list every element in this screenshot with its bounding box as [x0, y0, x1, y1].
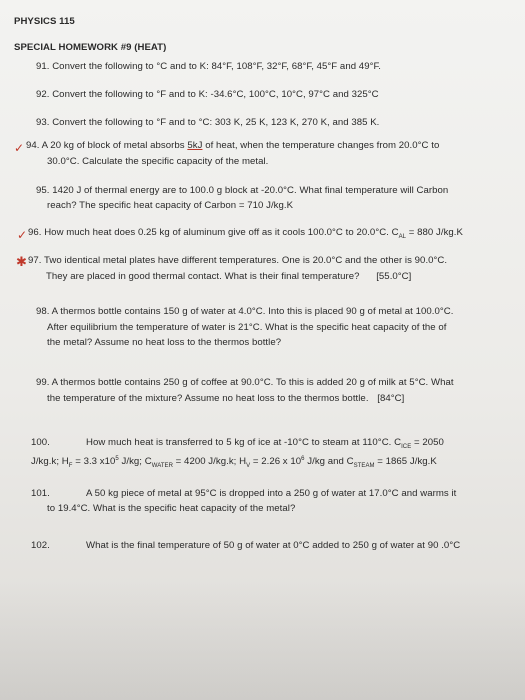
problem-97-text: They are placed in good thermal contact. What is their final temperature? — [46, 271, 360, 282]
problem-95-line1: 95. 1420 J of thermal energy are to 100.0 g block at -20.0°C. What final temperature will Carbon — [36, 185, 449, 196]
problem-100-ice-value: = 2050 — [411, 437, 444, 448]
problem-97-answer: [55.0°C] — [376, 271, 412, 282]
problem-100-sub-ice: ICE — [401, 443, 412, 450]
problem-101-line2: to 19.4°C. What is the specific heat capacity of the metal? — [47, 503, 296, 514]
problem-102-number: 102. — [31, 540, 50, 551]
p100-part-g: = 1865 J/kg.K — [374, 456, 437, 468]
problem-96-text: 96. How much heat does 0.25 kg of aluminum give off as it cools 100.0°C to 20.0°C. C — [28, 227, 399, 238]
problem-99-line2 — [47, 393, 404, 405]
problem-93: 93. Convert the following to °F and to °C: 303 K, 25 K, 123 K, 270 K, and 385 K. — [36, 117, 380, 128]
homework-title: SPECIAL HOMEWORK #9 (HEAT) — [14, 42, 167, 53]
p100-part-a: J/kg.k; H — [31, 456, 69, 468]
checkmark-icon: ✓ — [17, 228, 28, 242]
problem-91: 91. Convert the following to °C and to K: 84°F, 108°F, 32°F, 68°F, 45°F and 49°F. — [36, 61, 382, 72]
problem-96-end: = 880 J/kg.K — [406, 227, 463, 238]
problem-96 — [28, 227, 463, 243]
course-label: PHYSICS 115 — [14, 16, 75, 27]
star-mark-icon: ✱ — [16, 255, 27, 270]
p100-sup-5: 5 — [115, 456, 119, 462]
problem-99-line1: 99. A thermos bottle contains 250 g of coffee at 90.0°C. To this is added 20 g of milk at 5°C. What — [36, 377, 454, 388]
problem-99-text: the temperature of the mixture? Assume no heat loss to the thermos bottle. — [47, 393, 369, 404]
p100-part-c: J/kg; C — [118, 456, 152, 468]
problem-99-answer: [84°C] — [377, 393, 405, 404]
problem-92: 92. Convert the following to °F and to K: -34.6°C, 100°C, 10°C, 97°C and 325°C — [36, 89, 379, 100]
checkmark-icon: ✓ — [14, 141, 25, 155]
problem-95-line2: reach? The specific heat capacity of Carbon = 710 J/kg.K — [47, 200, 294, 211]
problem-97-line1: 97. Two identical metal plates have different temperatures. One is 20.0°C and the other is 90.0°C. — [28, 255, 448, 266]
p100-part-d: = 4200 J/kg.k; H — [172, 456, 247, 468]
problem-100-text: How much heat is transferred to 5 kg of ice at -10°C to steam at 110°C. C — [86, 437, 402, 448]
p100-sub-f: F — [68, 463, 73, 470]
p100-part-f: J/kg and C — [304, 456, 354, 468]
problem-101-number: 101. — [31, 488, 50, 499]
problem-97-line2 — [46, 271, 411, 283]
problem-94-text-a: 94. A 20 kg of block of metal absorbs — [26, 140, 185, 151]
problem-98-line1: 98. A thermos bottle contains 150 g of water at 4.0°C. Into this is placed 90 g of metal at 100.0°C. — [36, 306, 454, 317]
problem-98-line3: the metal? Assume no heat loss to the thermos bottle? — [47, 337, 282, 348]
problem-100-line2 — [31, 453, 437, 472]
paper-shadow — [0, 580, 525, 700]
p100-sub-water: WATER — [151, 463, 173, 470]
problem-96-sub: AL — [398, 233, 407, 240]
problem-102-line1: What is the final temperature of 50 g of water at 0°C added to 250 g of water at 90 .0°C — [86, 540, 461, 551]
problem-98-line2: After equilibrium the temperature of water is 21°C. What is the specific heat capacity of the of — [47, 322, 447, 333]
problem-94-line2: 30.0°C. Calculate the specific capacity of the metal. — [47, 156, 269, 167]
p100-part-b: = 3.3 x10 — [72, 456, 116, 468]
problem-101-line1: A 50 kg piece of metal at 95°C is dropped into a 250 g of water at 17.0°C and warms it — [86, 488, 457, 499]
problem-94-line1 — [26, 140, 439, 152]
problem-100-number: 100. — [31, 437, 50, 448]
p100-sub-steam: STEAM — [353, 463, 375, 470]
problem-94-text-c: of heat, when the temperature changes from 20.0°C to — [205, 140, 440, 151]
problem-94-energy: 5kJ — [187, 140, 203, 151]
p100-sub-v: V — [246, 463, 251, 470]
p100-sup-6: 6 — [301, 456, 305, 462]
p100-part-e: = 2.26 x 10 — [250, 456, 302, 468]
problem-100-line1 — [86, 437, 444, 453]
